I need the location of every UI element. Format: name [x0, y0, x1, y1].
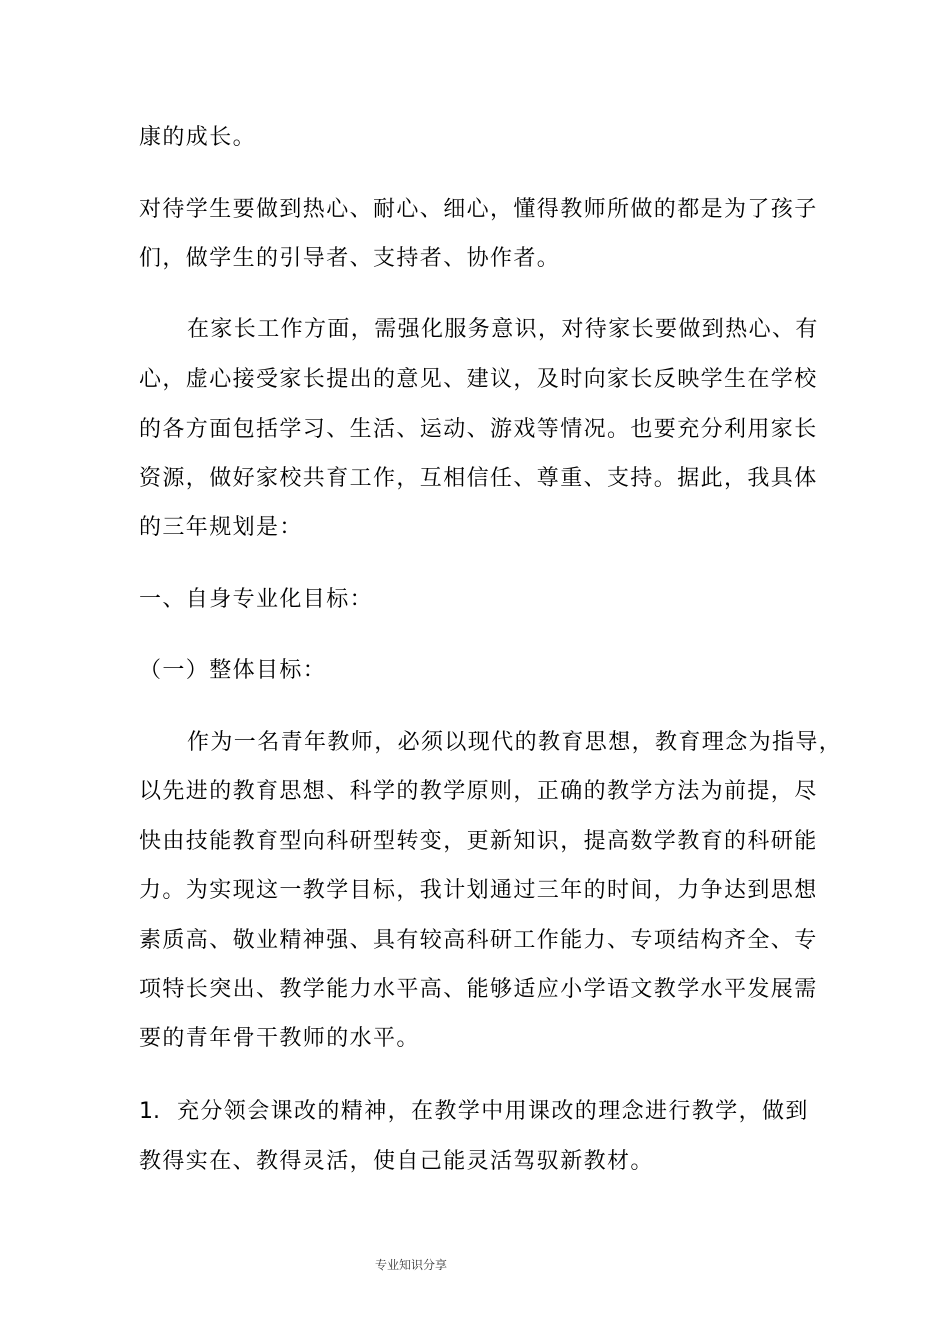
text-line: 心，虚心接受家长提出的意见、建议，及时向家长反映学生在学校: [139, 367, 818, 392]
text-line: 们，做学生的引导者、支持者、协作者。: [139, 246, 561, 271]
page-footer: 专业知识分享: [375, 1258, 448, 1272]
text-line: 以先进的教育思想、科学的教学原则，正确的教学方法为前提，尽: [139, 779, 818, 804]
text-line: 的各方面包括学习、生活、运动、游戏等情况。也要充分利用家长: [139, 417, 818, 442]
list-number: 1.: [139, 1099, 160, 1124]
text-line: 教得实在、教得灵活，使自己能灵活驾驭新教材。: [139, 1149, 654, 1174]
list-item: [139, 1097, 809, 1127]
section-heading: 一、自身专业化目标：: [139, 587, 374, 612]
text-line: 的三年规划是：: [139, 515, 303, 540]
text-line: 素质高、敬业精神强、具有较高科研工作能力、专项结构齐全、专: [139, 928, 818, 953]
text-line: 要的青年骨干教师的水平。: [139, 1026, 420, 1051]
text-line: 力。为实现这一教学目标，我计划通过三年的时间，力争达到思想: [139, 878, 818, 903]
text-line: 项特长突出、教学能力水平高、能够适应小学语文教学水平发展需: [139, 977, 818, 1002]
text-line: 作为一名青年教师，必须以现代的教育思想，教育理念为指导，: [187, 730, 843, 755]
text-line: 康的成长。: [139, 125, 257, 150]
text-line: 快由技能教育型向科研型转变，更新知识，提高数学教育的科研能: [139, 829, 818, 854]
list-item-text: 充分领会课改的精神，在教学中用课改的理念进行教学，做到: [177, 1099, 809, 1124]
subsection-heading: （一）整体目标：: [139, 658, 327, 683]
text-line: 对待学生要做到热心、耐心、细心，懂得教师所做的都是为了孩子: [139, 197, 818, 222]
text-line: 在家长工作方面，需强化服务意识，对待家长要做到热心、有: [187, 317, 819, 342]
text-line: 资源，做好家校共育工作，互相信任、尊重、支持。据此，我具体: [139, 466, 818, 491]
